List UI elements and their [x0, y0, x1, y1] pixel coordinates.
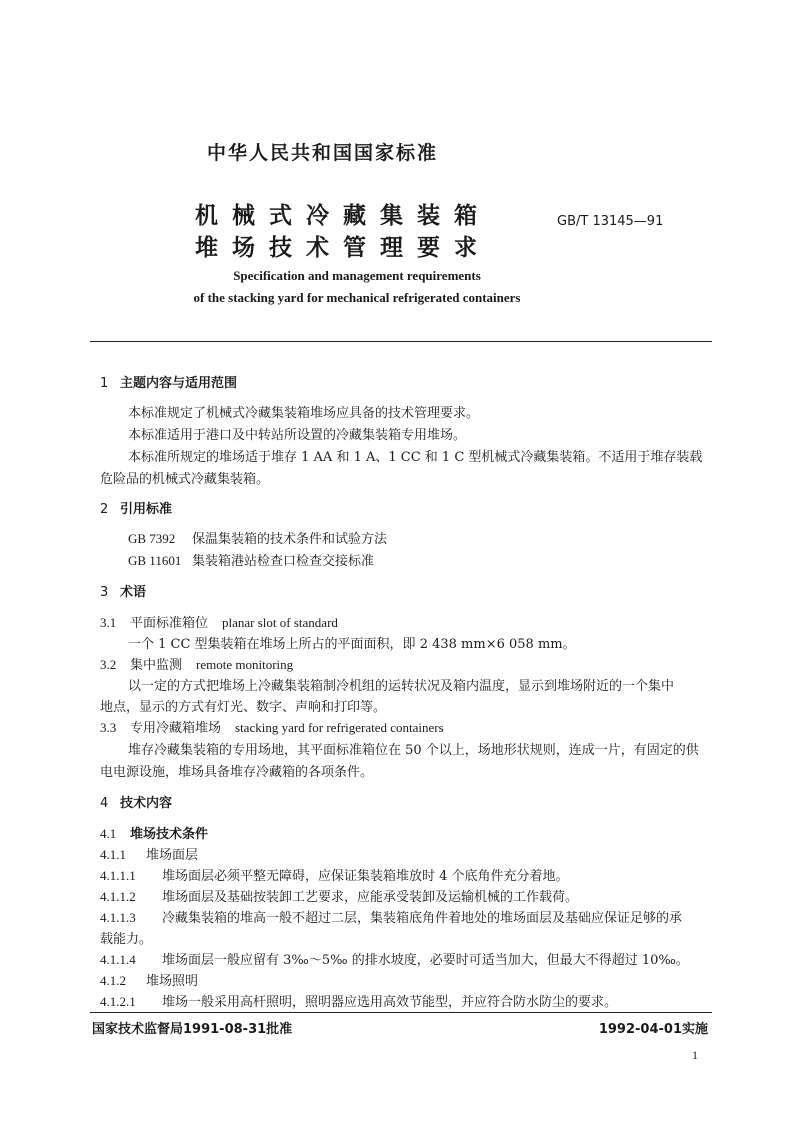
section-title: 主题内容与适用范围	[120, 376, 238, 391]
header-divider	[90, 341, 712, 342]
clause-title: 堆场技术条件	[130, 827, 209, 842]
section-1-heading	[100, 372, 237, 391]
national-standard-heading: 中华人民共和国国家标准	[207, 142, 439, 164]
clause-number: 4.1	[100, 826, 117, 841]
clause-number: 4.1.1	[100, 847, 126, 862]
term-english: planar slot of standard	[222, 615, 338, 630]
reference-code: GB 7392	[128, 531, 176, 546]
paragraph: 本标准所规定的堆场适于堆存 1 AA 和 1 A、1 CC 和 1 C 型机械式冷藏集装箱。不适用于堆存装载	[128, 450, 703, 465]
standard-number: GB/T 13145—91	[557, 214, 664, 229]
clause-number: 4.1.1.1	[100, 868, 136, 883]
term-definition: 堆存冷藏集装箱的专用场地，其平面标准箱位在 50 个以上，场地形状规则，连成一片，有固定的供	[128, 743, 699, 758]
section-2-heading	[100, 498, 172, 517]
clause-4-1	[100, 823, 208, 842]
clause-4-1-1-3	[100, 907, 682, 926]
clause-text: 冷藏集装箱的堆高一般不超过二层，集装箱底角件着地处的堆场面层及基础应保证足够的承	[162, 911, 683, 926]
page-number: 1	[692, 1048, 698, 1062]
section-3-heading	[100, 581, 146, 600]
clause-text: 堆场面层一般应留有 3‰～5‰ 的排水坡度，必要时可适当加大，但最大不得超过 10‰。	[162, 953, 689, 968]
term-name: 专用冷藏箱堆场	[130, 721, 222, 736]
clause-number: 3.1	[100, 615, 117, 630]
section-title: 引用标准	[120, 502, 173, 517]
term-definition: 一个 1 CC 型集装箱在堆场上所占的平面面积，即 2 438 mm×6 058 mm。	[128, 637, 576, 652]
section-title: 技术内容	[120, 796, 173, 811]
clause-text: 堆场面层必须平整无障碍，应保证集装箱堆放时 4 个底角件充分着地。	[162, 869, 569, 884]
section-number: 4	[100, 796, 109, 811]
clause-4-1-1-1	[100, 865, 569, 884]
reference-item	[128, 550, 374, 569]
clause-title: 堆场照明	[146, 974, 199, 989]
clause-number: 3.2	[100, 657, 117, 672]
reference-title: 集装箱港站检查口检查交接标准	[192, 554, 375, 569]
title-line-1: 机械式冷藏集装箱	[195, 203, 491, 229]
term-name: 集中监测	[130, 658, 183, 673]
section-4-heading	[100, 792, 172, 811]
clause-number: 4.1.1.4	[100, 952, 136, 967]
term-name: 平面标准箱位	[130, 616, 209, 631]
clause-number: 4.1.1.3	[100, 910, 136, 925]
section-number: 1	[100, 376, 109, 391]
clause-4-1-2-1	[100, 991, 617, 1010]
term-3-1	[100, 612, 338, 631]
footer-divider	[90, 1012, 712, 1013]
term-english: stacking yard for refrigerated containers	[235, 720, 444, 735]
section-number: 2	[100, 502, 109, 517]
term-english: remote monitoring	[196, 657, 294, 672]
clause-text: 堆场面层及基础按装卸工艺要求，应能承受装卸及运输机械的工作载荷。	[162, 890, 579, 905]
term-3-2	[100, 654, 293, 673]
title-line-2: 堆场技术管理要求	[195, 235, 491, 261]
approval-statement: 国家技术监督局1991-08-31批准	[92, 1022, 293, 1037]
term-definition-continued: 电电源设施，堆场具备堆存冷藏箱的各项条件。	[100, 765, 374, 780]
clause-4-1-2	[100, 970, 198, 989]
implementation-date: 1992-04-01实施	[598, 1022, 708, 1037]
term-definition: 以一定的方式把堆场上冷藏集装箱制冷机组的运转状况及箱内温度，显示到堆场附近的一个集中	[128, 679, 675, 694]
clause-title: 堆场面层	[146, 848, 199, 863]
term-3-3	[100, 717, 444, 736]
reference-title: 保温集装箱的技术条件和试验方法	[192, 532, 388, 547]
paragraph: 本标准适用于港口及中转站所设置的冷藏集装箱专用堆场。	[128, 428, 467, 443]
english-title-line-2: of the stacking yard for mechanical refrigerated containers	[193, 290, 521, 305]
clause-number: 4.1.2.1	[100, 994, 136, 1009]
clause-number: 4.1.1.2	[100, 889, 136, 904]
section-number: 3	[100, 585, 109, 600]
term-definition-continued: 地点，显示的方式有灯光、数字、声响和打印等。	[100, 700, 387, 715]
clause-4-1-1	[100, 844, 198, 863]
english-title-line-1: Specification and management requirements	[233, 268, 481, 283]
reference-code: GB 11601	[128, 553, 182, 568]
clause-4-1-1-4	[100, 949, 689, 968]
clause-number: 4.1.2	[100, 973, 126, 988]
section-title: 术语	[120, 585, 147, 600]
clause-number: 3.3	[100, 720, 117, 735]
clause-4-1-1-2	[100, 886, 578, 905]
paragraph-continued: 危险品的机械式冷藏集装箱。	[100, 472, 270, 487]
clause-text: 堆场一般采用高杆照明，照明器应选用高效节能型，并应符合防水防尘的要求。	[162, 995, 618, 1010]
clause-text-continued: 载能力。	[100, 932, 153, 947]
paragraph: 本标准规定了机械式冷藏集装箱堆场应具备的技术管理要求。	[128, 406, 480, 421]
reference-item	[128, 528, 387, 547]
